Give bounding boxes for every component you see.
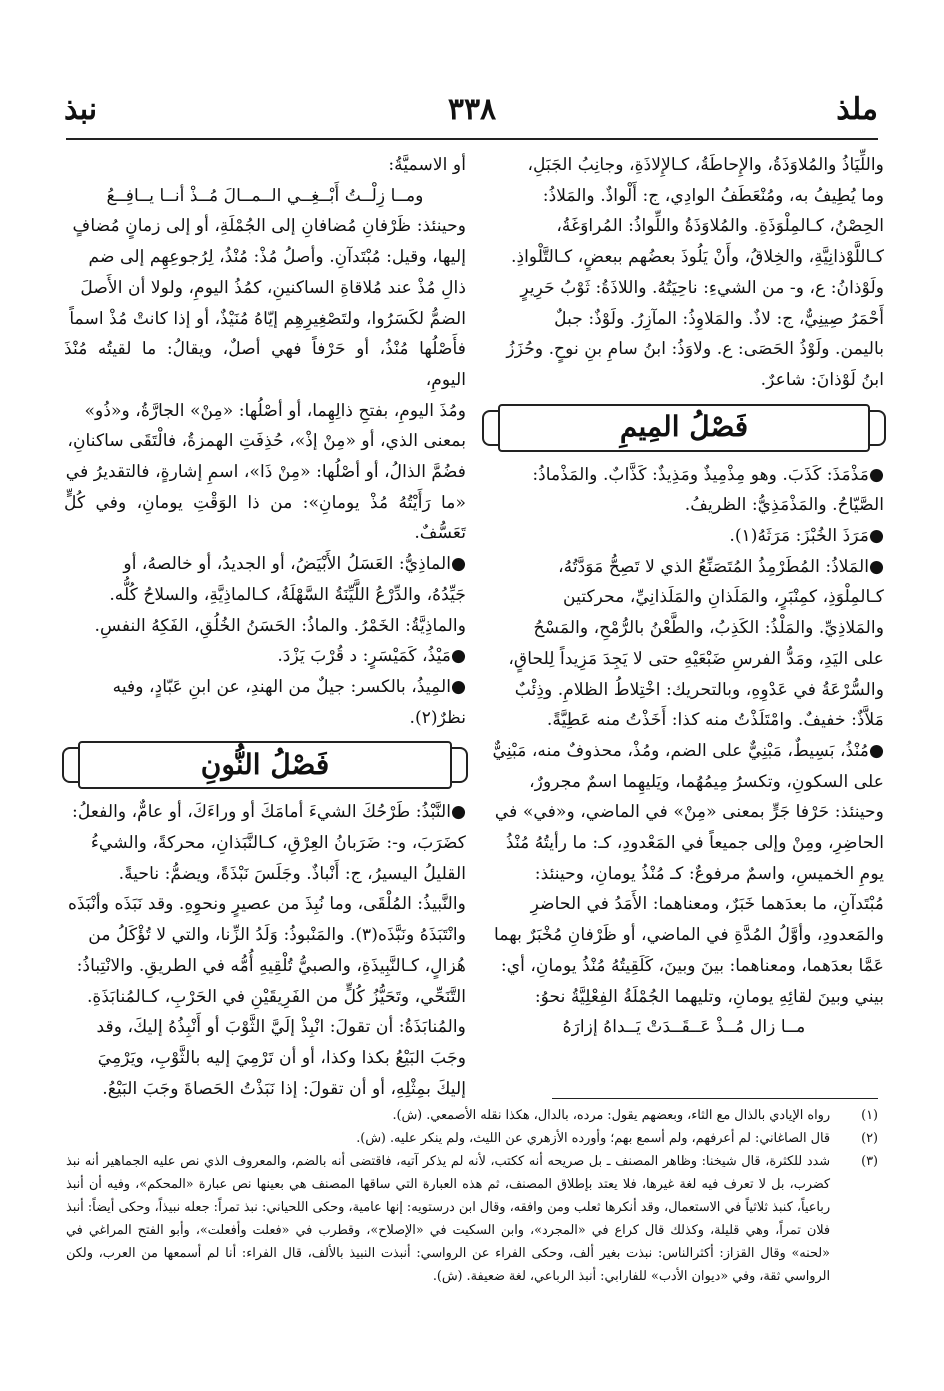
verse-left: ومــا زِلْــتُ أَبْــغِــي الــمــالَ مُــذْ أنــا يــافِــعُ [106, 185, 424, 206]
section-title-meem [498, 404, 870, 452]
left-top-lines [64, 150, 466, 181]
text-line: «ما رَأَيْتُهُ مُذْ يومانِ»: من ذا الوَقْتِ يومانِ، وفي كُلٍّ تَعَسُّفٌ. [64, 492, 466, 544]
header-entry-word-left: نبذ [64, 92, 98, 127]
text-line: والمَعدودِ، وأوَّلُ المُدَّةِ في الماضي، أو ظَرْفانِ مُخْبَرٌ بهما [494, 925, 884, 946]
text-line: باليمن. ولَوْذُ الحَصَى: ع. ولاوَذُ: ابنُ سامِ بنِ نوحٍ. وحُزَزُ [506, 339, 884, 360]
text-line: والماذِيَّةُ: الخَمْرُ. والماذُ: الحَسَنُ الخُلُقِ، الفَكِهُ النفسِ. [94, 615, 466, 636]
section-title-noon-text: فَصْلُ النُّونِ [200, 748, 330, 781]
text-line: على السكونِ، وتكسرُ مِيمُهُما، ويَليهِما اسمٌ مجرورٌ، [529, 771, 884, 792]
text-line: ●المِيذُ، بالكسر: جيلٌ من الهندِ، عن ابنِ عَبّادٍ، وفيه [112, 676, 466, 697]
footnotes [66, 1104, 878, 1288]
footnote [66, 1104, 878, 1127]
footnote-text: قال الصاغاني: لم أعرفهم، ولم أسمع بهم؛ وأورده الأزهري عن الليث، ولم ينكر عليه. (ش). [356, 1131, 830, 1146]
text-line: على اليَدِ، ومَدُّ الفرسِ ضَبْعَيْهِ حتى لا يَجِدَ مَزِيداً لِلحاقٍ، [508, 648, 884, 669]
text-line: وحينئذ: حَرْفا جَرٍّ بمعنى «مِنْ» في الماضي، و«في» في [494, 802, 884, 823]
text-line: وحينئذ: ظَرْفانِ مُضافانِ إلى الجُمْلَةِ، أو إلى زمانٍ مُضافٍ [72, 216, 466, 237]
text-line: التَّنَحِّي، وتَحَيُّزُ كُلٍّ من الفَرِيقَيْنِ في الحَرْبِ، كـالمُنابَذَةِ. [86, 986, 466, 1007]
left-mid-lines [64, 211, 466, 733]
text-line: ●النَّبْذُ: طَرْحُكَ الشيءَ أمامَكَ أو وراءَكَ، أو عامٌّ، والفعلُ: [72, 802, 466, 823]
text-line: والمَلاذِيِّ. والمَلْذُ: الكَذِبُ، والطَّعْنُ بالرُّمْحِ، والمَسْحُ [533, 618, 884, 639]
text-line: أو الاسميَّةُ: [388, 155, 466, 175]
text-line: نظرٌ(٢). [409, 707, 466, 728]
text-line: كضَرَبَ، و-: ضَرَبانُ العِرْقِ، كـالنَّبَذانِ، محركةً، والشيءُ [90, 833, 466, 854]
text-line: بيني وبينَ لقائِهِ يومانِ، وتليهما الجُمْلَةُ الفِعْلِيَّةُ نحوُ: [534, 986, 884, 1007]
text-line: ●مَذْمَذَ: كَذَبَ. وهو مِذْمِيذٌ ومَذِيذٌ: كَذَّابٌ. والمَذْماذُ: [532, 464, 884, 485]
footnote-text: رواه الإيادي بالذال مع الثاء، وبعضهم يقول: مرده، بالدال، هكذا نقله الأصمعي. (ش). [392, 1108, 830, 1123]
section-title-meem-text: فَصْلُ المِيمِ [619, 410, 749, 444]
text-line: يومِ الخميسِ، واسمٌ مرفوعٌ: كـ مُنْذُ يومانِ، وحينئذ: [534, 863, 884, 884]
text-line: فضُمَّ الذالُ، أو أصْلُها: «مِنْ ذَا»، اسمِ إشارةٍ، فالتقديرُ في [65, 462, 466, 483]
footnote-number: (٢) [861, 1131, 878, 1146]
verse-right: مــا زال مُــذْ عَــقَــدَتْ يَــداهُ إزارَهُ [562, 1017, 806, 1038]
text-line: ●الماذِيُّ: العَسَلُ الأَبْيَضُ، أو الجديدُ، أو خالصهُ، أو [123, 554, 466, 575]
text-line: أَحْمَرُ صِينِيٌّ، ج: لاذٌ. والمَلاوِذُ: المآزِرُ. ولَوْذٌ: جبلٌ [554, 308, 884, 329]
text-line: فأَصْلُها مُنْذُ، أو حَرْفاً فهي أصلٌ، ويقالُ: ما لقيتُه مُنْذَ اليومِ، [64, 339, 466, 390]
page-number: ٣٣٨ [447, 92, 497, 127]
text-line: وانْتَبَذَهُ ونَبَّذَه(٣). والمَنْبوذُ: وَلَدُ الزِّنا، والتي لا تُؤْكَلُ من [88, 925, 466, 946]
text-line: ومُذَ اليومِ، بفتحِ ذالِهِما، أو أصْلُها: «مِنْ» الجارَّةُ، و«ذُو» [84, 400, 466, 421]
footnote-rule [552, 1098, 878, 1099]
text-line: ●مَيْذُ، كَمَيْسَرٍ: د قُرْبَ يَزْدَ. [277, 646, 466, 667]
footnote-number: (٣) [861, 1154, 878, 1169]
text-line: ●مُنْذُ، بَسِيطٌ، مَبْنِيٌّ على الضم، ومُذْ، محذوفٌ منه، مَبْنِيٌّ [492, 740, 884, 761]
text-line: جَيِّدُهُ، والدِّرْعُ اللَّيِّنَةُ السَّهْلَةُ، كـالماذِيَّةِ، والسلاحُ كُلُّه. [109, 584, 466, 605]
text-line: إليكَ بمِثْلِهِ، أو أن تقولَ: إذا نَبَذْتُ الحَصاةَ وجَبَ البَيْعُ. [102, 1078, 466, 1099]
text-line: مُبْتَدآنِ، ما بعدَهما خَبَرٌ، ومعناهما: الأَمَدُ في الحاضرِ [530, 894, 884, 915]
text-line: الحاضِرِ، ومِنْ وإلى جميعاً في المَعْدودِ، كـ: ما رأيتُهُ مُنْذُ [505, 833, 884, 854]
text-line: إليها، وقيل: مُبْتَدآنِ. وأصلُ مُذْ: مُنْذُ، لِرُجوعِهِم إلى ضم [88, 247, 466, 268]
text-line: الحِصْنُ، كـالمِلْوَذَةِ. والمُلاوَذَةُ واللِّواذُ: المُراوَغَةُ، [556, 216, 884, 237]
left-column [64, 150, 466, 1104]
text-line: كـالمِلْوَذِ، كمِنْبَرٍ، والمَلَذانِ والمَلَذانِيِّ، محركتين [563, 587, 884, 608]
text-line: عَمَّا بعدَهما، ومعناهما: بينَ وبينَ، كَلَقِيتُهُ مُنْذُ يومانِ، أي: [500, 955, 884, 976]
section-title-noon [78, 741, 452, 789]
text-line: الصَّيّاحُ. والمَذْمَذِيُّ: الظريفُ. [684, 495, 884, 516]
text-line: ●مَرَذَ الخُبْزَ: مَرَثَهُ(١). [729, 526, 884, 547]
footnote-number: (١) [861, 1108, 878, 1123]
text-line: وما يُطِيفُ به، ومُنْعَطَفُ الوادِي، ج: أَلْواذٌ. والمَلاذُ: [542, 185, 884, 206]
right-column [484, 150, 884, 1043]
text-line: ●المَلاذُ: المُطَرْمِذُ المُتَصَنِّعُ الذي لا تَصِحُّ مَوَدَّتُهُ، [558, 556, 884, 577]
footnote-text: شدد للكثرة، قال شيخنا: وظاهر المصنف ـ بل صريحه أنه ككتب، لأنه لم يذكر آتيه، فاقتضى أنه بالضم، والمعروف الذي نص عليه الجماهير أنه نبذ كضرب، بل لا تعرف فيه لغة غيرها، فلا يعتد بإطلاق المصنف، ثم هذه العبارة التي ساقها المصنف هي بعينها نص عبارة «المحكم»، وفيه أن أنبذ رباعياً، كنبذ ثلاثياً في الاستعمال، وقد أنكرها ثعلب ومن وافقه، وقال ابن درستويه: إنها عامية، وحكى اللحياني: نبذ تمراً: جعله نبيذاً، وحكى أيضاً: أنبذ فلان تمراً، وهي قليلة، وكذلك قال كراع في «المجرد»، وابن السكيت في «الإصلاح»، وقطرب في «فعلت وأفعلت»، وأبو الفتح المراغي في «لحنه» وقال القزاز: أكثرالناس: نبذت بغير ألف، وحكى الفراء عن الرواسي: أنبذت النبيذ بالألف، قال الفراء: أنا لم أسمعها من العرب، ولكن الرواسي ثقة، وفي «ديوان الأدب» للفارابي: أنبذ الرباعي، لغة ضعيفة. (ش). [66, 1154, 830, 1284]
text-line: والسُّرْعَةُ في عَدْوِهِ، وبالتحريك: اخْتِلاطُ الظلامِ. وذِئْبٌ [514, 679, 884, 700]
text-line: ولَوْذانُ: ع، و- من الشيءِ: ناحِيَتُهُ. واللاذَةُ: ثَوْبُ حَرِيرٍ [520, 277, 884, 298]
text-line: والنَّبيذُ: المُلْقَى، وما نُبِذَ من عصيرٍ ونحوِهِ. وقد نَبَذَه وأنْبَذَه [67, 894, 466, 915]
right-body-lines [484, 460, 884, 1013]
text-line: ابنُ لَوْذانَ: شاعرٌ. [760, 369, 884, 390]
text-line: واللِّيَاذُ والمُلاوَذَةُ، والإِحاطَةُ، كـالإِلاذَةِ، وجانِبُ الجَبَلِ، [527, 155, 884, 175]
text-line: هُزالٍ، كـالنَّبِيذَةِ، والصبيُّ تُلْقِيهِ أُمُّه في الطريقِ. والانْتِباذُ: [76, 955, 466, 976]
text-line: كـاللَّوْذانِيَّةِ، والخِلاقُ، وأَنْ يَلُوذَ بعضُهم ببعضٍ، كـالتَّلْواذِ. [511, 247, 884, 268]
footnote [66, 1127, 878, 1150]
left-body-lines [64, 797, 466, 1104]
text-line: مَلاَّذٌ: خفيفٌ. وامْتَلَذْتُ منه كذا: أَخَذْتُ منه عَطِيَّةً. [546, 710, 884, 731]
text-line: ذالِ مُذْ عند مُلاقاةِ الساكنينِ، كمُذُ اليومِ، ولولا أن الأَصلَ [80, 277, 466, 298]
text-line: والمُنابَذَةُ: أن تقولَ: انْبِذْ إلَيَّ الثَّوْبَ أو أَنْبِذُهُ إليكَ، وقد [96, 1017, 466, 1038]
text-line: بمعنى الذي، أو «مِنْ إذْ»، حُذِفَتِ الهمزةُ، فالْتَقَى ساكنانِ، [67, 431, 466, 452]
text-line: وجَبَ البَيْعُ بكذا وكذا، أو أن تَرْمِيَ إليه بالثَّوْبِ، ويَرْمِيَ [97, 1047, 466, 1068]
text-line: الضمُّ لكَسَرُوا، ولتَصْغِيرِهِم إيّاهُ مُنَيْذٌ، أو إذا كانتْ مُذْ اسماً [69, 308, 466, 329]
header-entry-word-right: ملذ [836, 92, 878, 127]
header-rule [66, 138, 878, 140]
right-top-lines [484, 150, 884, 396]
footnote [66, 1150, 878, 1288]
text-line: القليلُ اليسيرُ، ج: أَنْباذٌ. وجَلَسَ نَبْذَةً، ويضمُّ: ناحيةً. [118, 863, 466, 884]
